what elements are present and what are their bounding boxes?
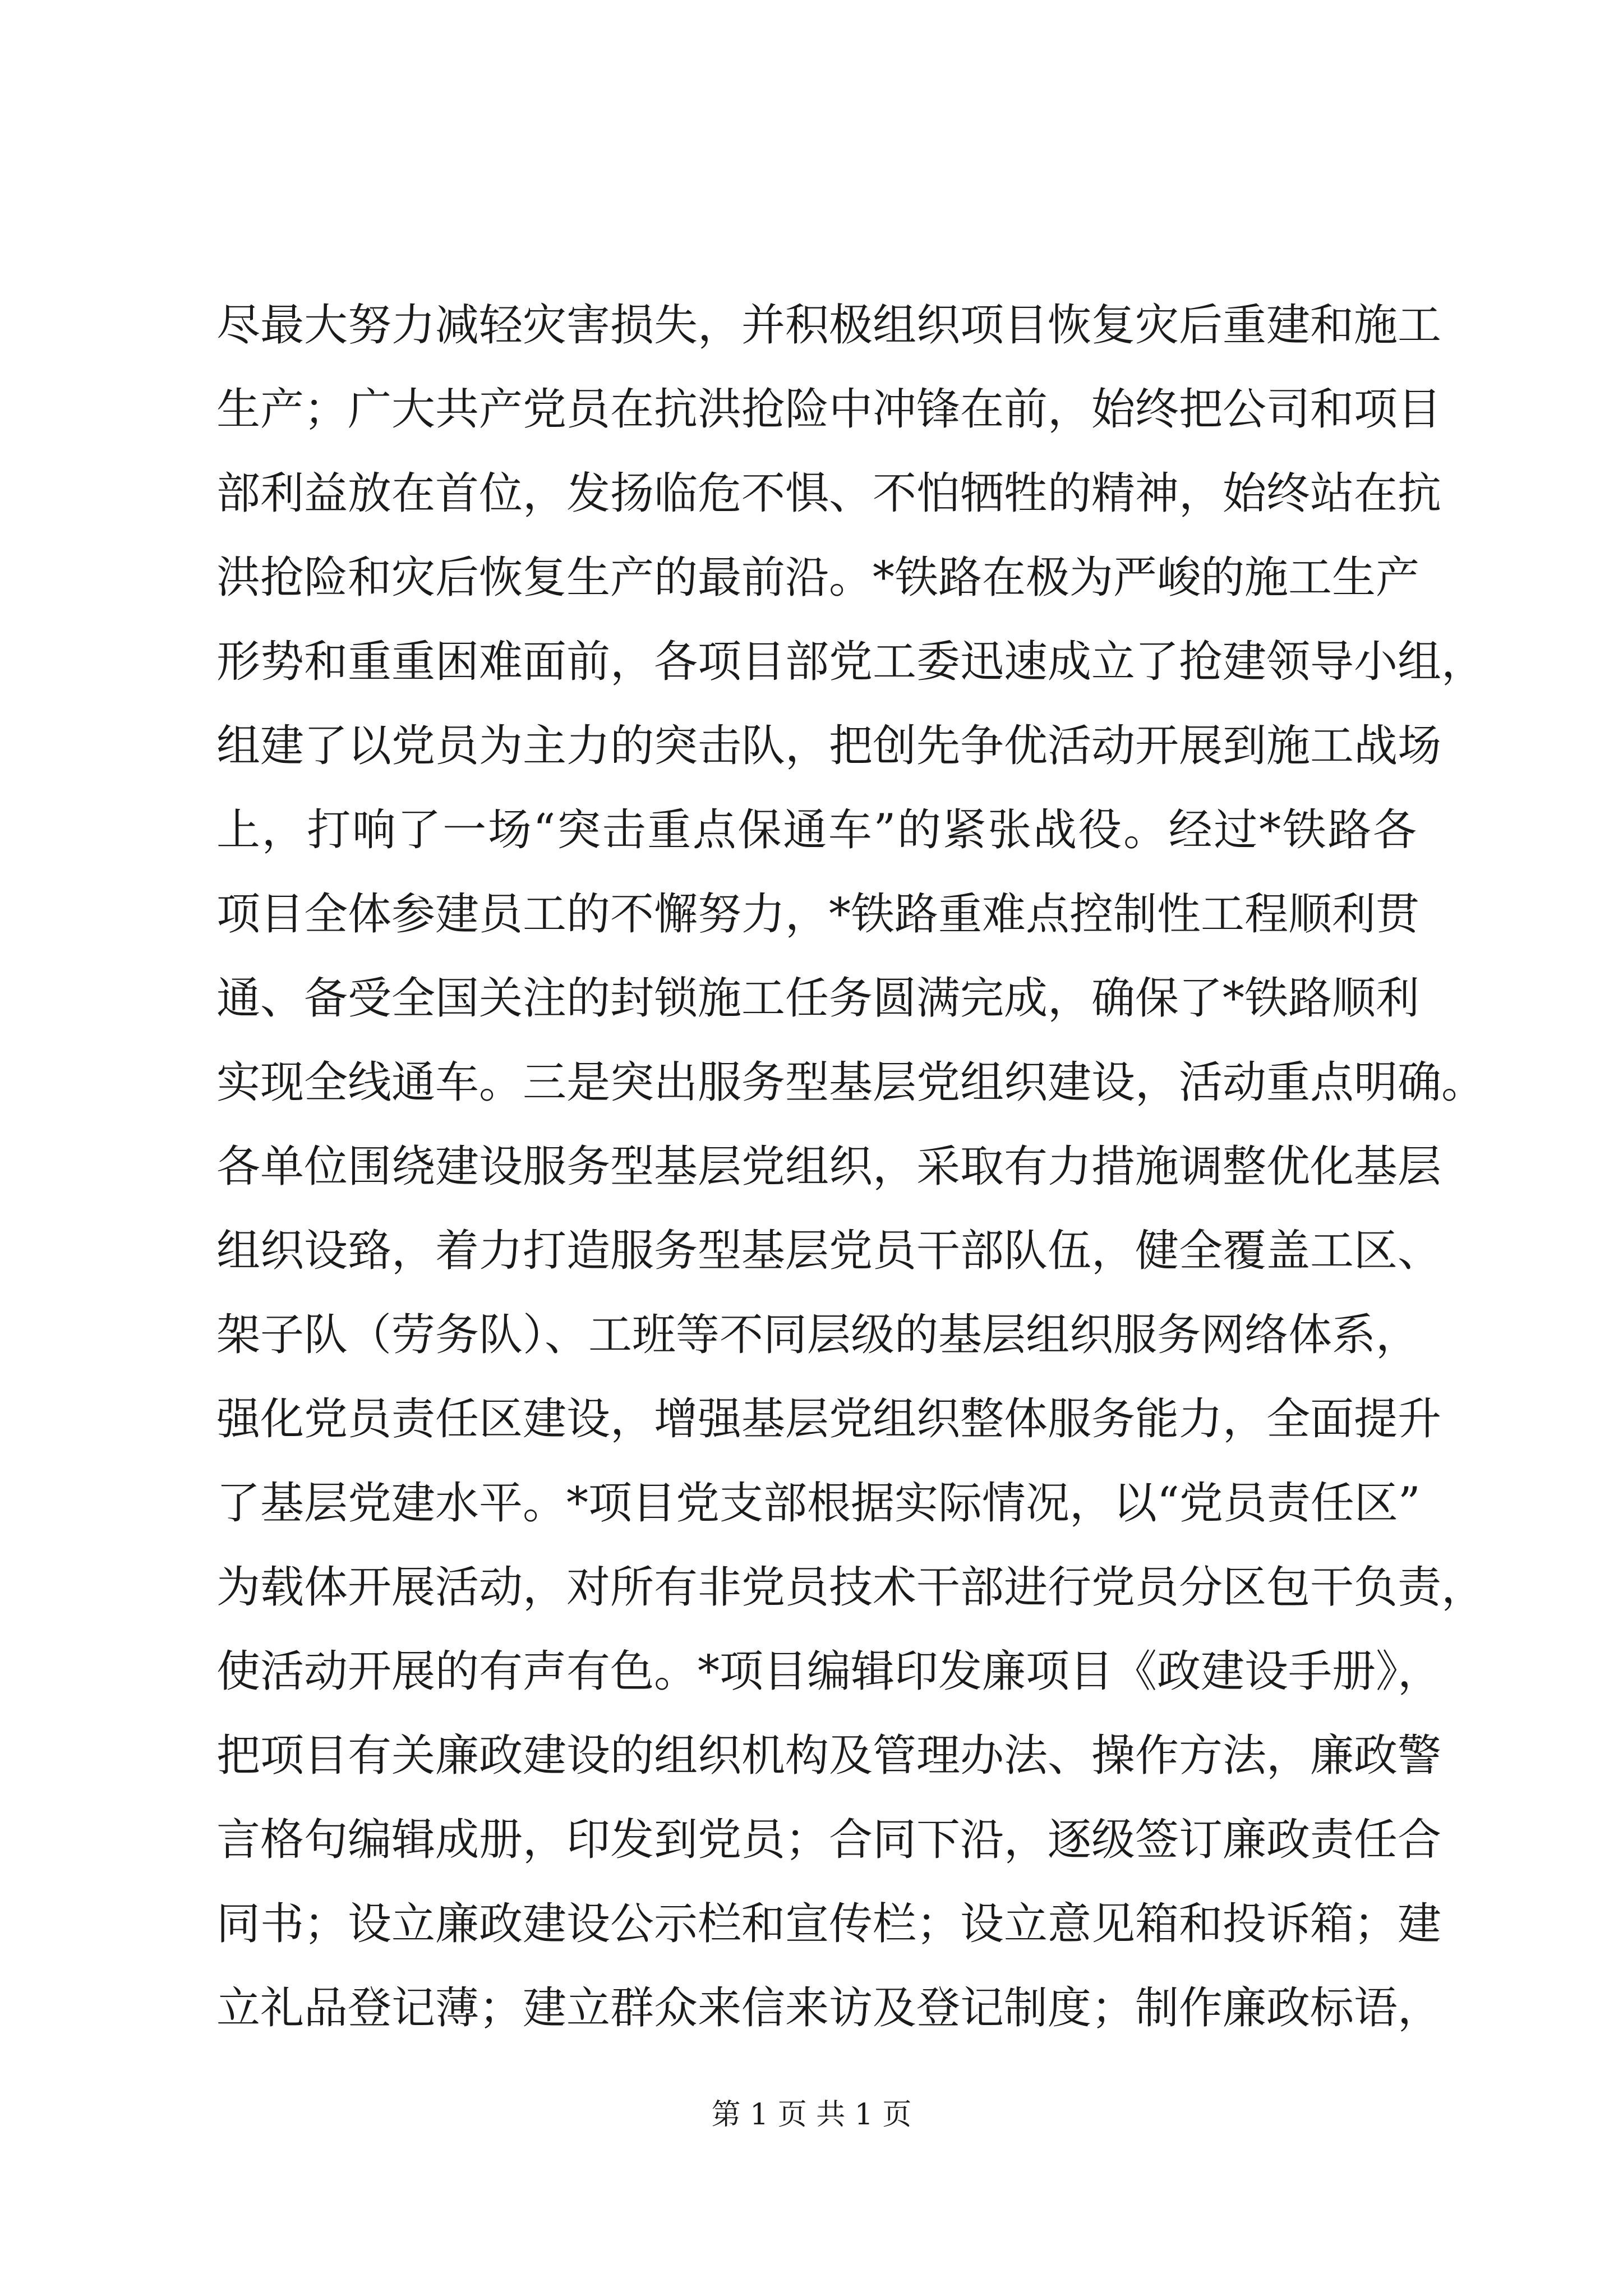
- text-line: 项目全体参建员工的不懈努力，*铁路重难点控制性工程顺利贯: [216, 889, 1420, 940]
- text-line: 把项目有关廉政建设的组织机构及管理办法、操作方法，廉政警: [216, 1731, 1442, 1781]
- text-line: 立礼品登记薄；建立群众来信来访及登记制度；制作廉政标语，: [216, 1983, 1442, 2033]
- text-line: 形势和重重困难面前，各项目部党工委迅速成立了抢建领导小组，: [216, 637, 1486, 687]
- text-line: 使活动开展的有声有色。*项目编辑印发廉项目《政建设手册》，: [216, 1646, 1442, 1697]
- text-line: 言格句编辑成册，印发到党员；合同下沿，逐级签订廉政责任合: [216, 1815, 1442, 1865]
- text-line: 架子队（劳务队）、工班等不同层级的基层组织服务网络体系，: [216, 1310, 1420, 1360]
- text-line: 组建了以党员为主力的突击队，把创先争优活动开展到施工战场: [216, 721, 1442, 771]
- text-line: 尽最大努力减轻灾害损失，并积极组织项目恢复灾后重建和施工: [216, 300, 1442, 351]
- text-line: 强化党员责任区建设，增强基层党组织整体服务能力，全面提升: [216, 1394, 1442, 1444]
- page-number-footer: 第 1 页 共 1 页: [711, 2098, 912, 2132]
- text-line: 上，打响了一场“突击重点保通车”的紧张战役。经过*铁路各: [216, 805, 1417, 855]
- text-line: 洪抢险和灾后恢复生产的最前沿。*铁路在极为严峻的施工生产: [216, 553, 1420, 603]
- text-line: 通、备受全国关注的封锁施工任务圆满完成，确保了*铁路顺利: [216, 973, 1420, 1024]
- text-line: 为载体开展活动，对所有非党员技术干部进行党员分区包干负责，: [216, 1562, 1486, 1613]
- text-line: 生产；广大共产党员在抗洪抢险中冲锋在前，始终把公司和项目: [216, 384, 1442, 435]
- text-line: 部利益放在首位，发扬临危不惧、不怕牺牲的精神，始终站在抗: [216, 468, 1442, 519]
- text-line: 了基层党建水平。*项目党支部根据实际情况，以“党员责任区”: [216, 1478, 1421, 1529]
- text-line: 实现全线通车。三是突出服务型基层党组织建设，活动重点明确。: [216, 1057, 1486, 1108]
- text-line: 组织设臵，着力打造服务型基层党员干部队伍，健全覆盖工区、: [216, 1226, 1442, 1276]
- text-line: 各单位围绕建设服务型基层党组织，采取有力措施调整优化基层: [216, 1142, 1442, 1192]
- text-line: 同书；设立廉政建设公示栏和宣传栏；设立意见箱和投诉箱；建: [216, 1899, 1442, 1949]
